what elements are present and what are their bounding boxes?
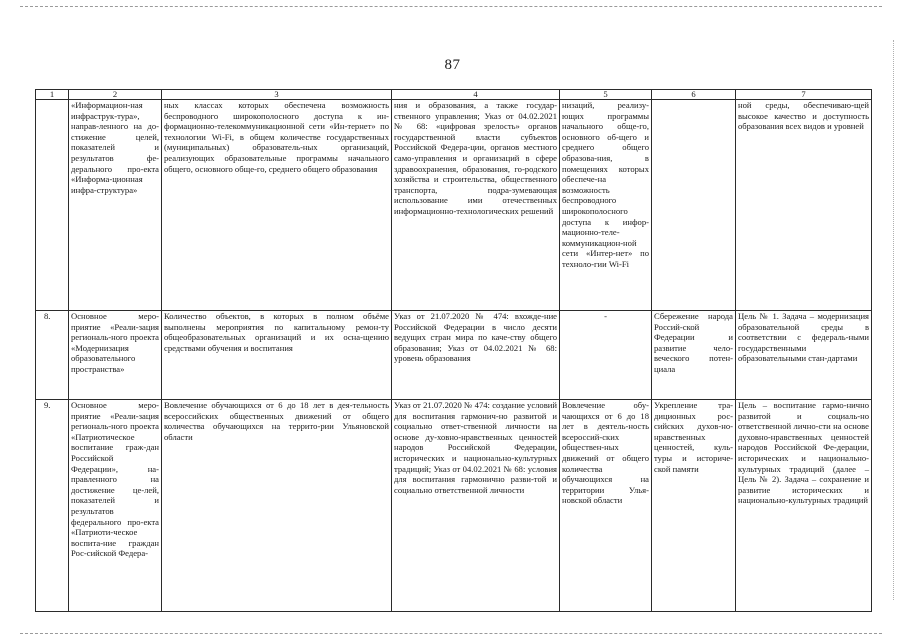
state-program-indicator: -	[560, 311, 652, 400]
programme-table	[35, 89, 872, 612]
row-number: 9.	[36, 400, 69, 612]
state-program-indicator: Вовлечение обу-чающихся от 6 до 18 лет в деятель-ность всероссий-ских обществен-ных движений от общего количества обучающихся на территории Улья-новской области	[560, 400, 652, 612]
national-goal	[652, 100, 736, 311]
header-col-4: 4	[392, 90, 560, 100]
decree-goal: Указ от 21.07.2020 № 474: вхожде-ние Российской Федерации в число десяти ведущих стран мира по каче-ству общего образования; Указ от 04.02.2021 № 68: уровень образования	[392, 311, 560, 400]
decree-goal: Указ от 21.07.2020 № 474: создание условий для воспитания гармонич-но развитой и социально ответ-ственной личности на основе ду-ховно-нравственных ценностей народов Российской Федерации, исторических и национально-культурных традиций; Указ от 04.02.2021 № 68: условия для воспитания гармонично разви-той и социально ответственной личности	[392, 400, 560, 612]
decree-goal: ния и образования, а также государ-ственного управления; Указ от 04.02.2021 № 68: «цифровая зрелость» органов государственной власти субъектов Российской Федера-ции, органов местного само-управления и организаций в сфере здравоохранения, образования, го-родского хозяйства и строительства, общественного транспорта, подра-зумевающая использование ими отечественных информационно-технологических решений	[392, 100, 560, 311]
goal-task: Цель – воспитание гармо-нично развитой и социаль-но ответственной лично-сти на основе духовно-нравственных ценностей народов Российской Фе-дерации, исторических и национально-культурных традиций (далее – Цель № 2). Задача – сохранение и развитие исторических и национально-культурных традиций	[736, 400, 872, 612]
header-col-3: 3	[162, 90, 392, 100]
table-row	[36, 311, 872, 400]
header-col-7: 7	[736, 90, 872, 100]
table-row	[36, 100, 872, 311]
goal-task: ной среды, обеспечиваю-щей высокое качество и доступность образования всех видов и уровней	[736, 100, 872, 311]
scan-edge-top	[20, 6, 882, 7]
indicator: Количество объектов, в которых в полном объёме выполнены мероприятия по капитальному ремон-ту общеобразовательных организаций и их осна-щению средствами обучения и воспитания	[162, 311, 392, 400]
indicator: Вовлечение обучающихся от 6 до 18 лет в дея-тельность всероссийских общественных движений от общего количества обучающихся на террито-рии Ульяновской области	[162, 400, 392, 612]
indicator: ных классах которых обеспечена возможность беспроводного широкополосного доступа к ин-формационно-телекоммуникационной сети «Ин-тернет» по технологии Wi-Fi, в общем количестве государственных (муниципальных) образователь-ных организаций, реализующих образовательные программы начального общего, основного обще-го, среднего общего образования	[162, 100, 392, 311]
header-col-1: 1	[36, 90, 69, 100]
goal-task: Цель № 1. Задача – модернизация образовательной среды в соответствии с федераль-ными государственными образовательными стан-дартами	[736, 311, 872, 400]
header-col-6: 6	[652, 90, 736, 100]
activity-name: Основное меро-приятие «Реали-зация региональ-ного проекта «Модернизация образовательного пространства»	[69, 311, 162, 400]
header-col-2: 2	[69, 90, 162, 100]
state-program-indicator: низаций, реализу-ющих программы начального обще-го, основного об-щего и среднего общего образова-ния, в помещениях которых обеспече-на возможность беспроводного широкополосного доступа к инфор-мационно-теле-коммуникацион-ной сети «Интер-нет» по техноло-гии Wi-Fi	[560, 100, 652, 311]
scan-edge-bottom	[20, 633, 882, 634]
national-goal: Сбережение народа Россий-ской Федерации и развитие чело-веческого потен-циала	[652, 311, 736, 400]
header-col-5: 5	[560, 90, 652, 100]
row-number: 8.	[36, 311, 69, 400]
table-row	[36, 400, 872, 612]
row-number	[36, 100, 69, 311]
activity-name: «Информацион-ная инфраструк-тура», направ-ленного на до-стижение целей, показателей и результатов фе-дерального про-екта «Информа-ционная инфра-структура»	[69, 100, 162, 311]
national-goal: Укрепление тра-диционных рос-сийских духов-но-нравственных ценностей, куль-туры и историче-ской памяти	[652, 400, 736, 612]
page-number: 87	[444, 57, 461, 73]
scan-edge-right	[893, 40, 894, 600]
header-row	[36, 90, 872, 100]
activity-name: Основное меро-приятие «Реали-зация региональ-ного проекта «Патриотическое воспитание граж-дан Российской Федерации», на-правленного на достижение це-лей, показателей и результатов федерального про-екта «Патриоти-ческое воспита-ние граждан Рос-сийской Федера-	[69, 400, 162, 612]
